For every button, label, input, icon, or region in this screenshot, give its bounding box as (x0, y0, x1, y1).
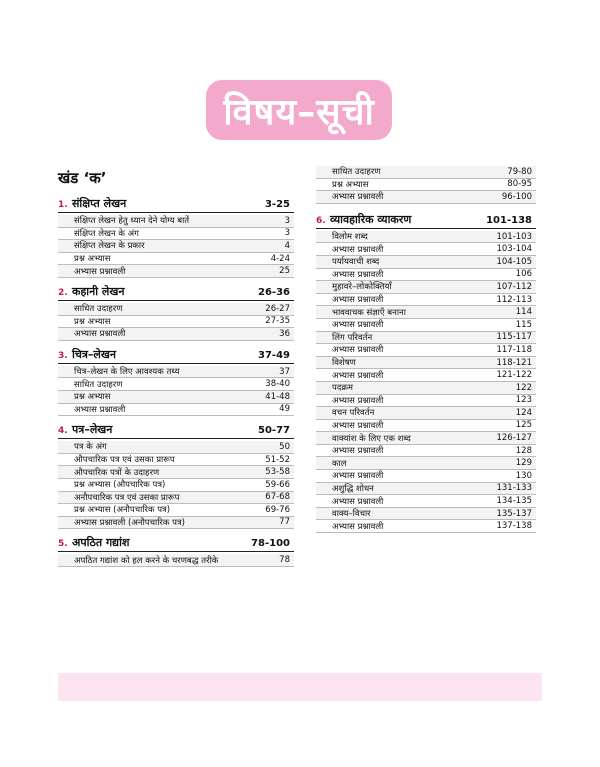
toc-entry-page: 103-104 (496, 244, 532, 255)
footer-band (58, 673, 542, 701)
toc-entry (58, 517, 294, 530)
toc-entry-label: प्रश्न अभ्यास (332, 179, 369, 190)
toc-entry-page: 117-118 (496, 344, 532, 355)
toc-entry (316, 470, 536, 483)
toc-entry (316, 520, 536, 533)
toc-entry-page: 49 (279, 404, 290, 415)
section-number: 5. (58, 539, 68, 550)
toc-entry-page: 27-35 (265, 316, 290, 327)
right-section (316, 212, 536, 533)
toc-entry-label: अभ्यास प्रश्नावली (332, 320, 384, 331)
section-header (58, 196, 294, 213)
toc-entry-page: 129 (515, 458, 532, 469)
toc-entry (316, 306, 536, 319)
toc-section (58, 196, 294, 278)
left-sections (58, 196, 294, 567)
toc-entry-page: 80-95 (507, 179, 532, 190)
toc-entry-page: 135-137 (496, 508, 532, 519)
toc-entry (316, 332, 536, 345)
toc-entry-label: साधित उदाहरण (332, 167, 381, 178)
toc-entry-label: अभ्यास प्रश्नावली (332, 395, 384, 406)
toc-entry (316, 231, 536, 244)
section-pages: 26-36 (258, 286, 290, 298)
toc-entry (58, 441, 294, 454)
toc-entry (58, 492, 294, 505)
section-number: 6. (316, 215, 326, 226)
toc-entry (58, 265, 294, 278)
toc-entry-label: काल (332, 458, 347, 469)
toc-entry-page: 25 (279, 266, 290, 277)
toc-entry-page: 118-121 (496, 357, 532, 368)
toc-entry-label: प्रश्न अभ्यास (74, 392, 111, 403)
toc-entry-page: 121-122 (496, 370, 532, 381)
toc-entry-label: अभ्यास प्रश्नावली (74, 404, 126, 415)
toc-entry (58, 253, 294, 266)
section-pages: 101-138 (486, 214, 532, 226)
toc-entry (58, 316, 294, 329)
toc-entry (58, 391, 294, 404)
section-number: 1. (58, 200, 68, 210)
right-top-items (316, 166, 536, 204)
toc-entry-label: भाववाचक संज्ञाएँ बनाना (332, 307, 406, 318)
toc-entry-label: अभ्यास प्रश्नावली (332, 420, 384, 431)
toc-entry (316, 344, 536, 357)
toc-entry (58, 554, 294, 567)
toc-entry-label: अभ्यास प्रश्नावली (332, 269, 384, 280)
toc-entry-page: 123 (515, 395, 532, 406)
toc-entry-page: 128 (515, 445, 532, 456)
toc-entry (316, 495, 536, 508)
toc-entry (58, 328, 294, 341)
toc-entry-label: संक्षिप्त लेखन हेतु ध्यान देने योग्य बातें (74, 216, 190, 227)
section-title: व्यावहारिक व्याकरण (330, 212, 412, 226)
toc-entry-page: 50 (279, 441, 290, 452)
toc-entry-label: अभ्यास प्रश्नावली (332, 521, 384, 532)
toc-entry-label: अपठित गद्यांश को हल करने के चरणबद्ध तरीके (74, 555, 219, 566)
toc-entry (58, 303, 294, 316)
section-header (58, 422, 294, 439)
toc-entry (58, 228, 294, 241)
toc-entry (58, 378, 294, 391)
toc-section (58, 422, 294, 529)
toc-entry-page: 37 (279, 366, 290, 377)
toc-entry-page: 137-138 (496, 521, 532, 532)
toc-entry (316, 179, 536, 192)
section-header (58, 535, 294, 552)
toc-entry-page: 36 (279, 328, 290, 339)
toc-entry-page: 26-27 (265, 303, 290, 314)
toc-entry-label: अभ्यास प्रश्नावली (332, 446, 384, 457)
toc-entry-page: 53-58 (265, 467, 290, 478)
toc-entry-label: वचन परिवर्तन (332, 408, 375, 419)
toc-entry-page: 4 (284, 240, 290, 251)
toc-entry-label: अभ्यास प्रश्नावली (332, 471, 384, 482)
section-pages: 37-49 (258, 349, 290, 361)
toc-entry-label: अभ्यास प्रश्नावली (74, 266, 126, 277)
toc-entry-page: 115-117 (496, 332, 532, 343)
toc-entry (316, 457, 536, 470)
toc-entry-page: 101-103 (496, 231, 532, 242)
section-number: 3. (58, 350, 68, 361)
toc-entry-label: विशेषण (332, 358, 356, 369)
toc-entry-page: 134-135 (496, 496, 532, 507)
toc-entry-label: संक्षिप्त लेखन के अंग (74, 228, 139, 239)
section-number: 4. (58, 426, 68, 437)
toc-entry-label: अभ्यास प्रश्नावली (अनौपचारिक पत्र) (74, 517, 185, 528)
toc-entry-label: संक्षिप्त लेखन के प्रकार (74, 241, 145, 252)
toc-entry-page: 107-112 (496, 281, 532, 292)
section-pages: 3-25 (264, 199, 290, 210)
toc-entry (316, 243, 536, 256)
right-column (316, 166, 536, 533)
toc-entry-label: प्रश्न अभ्यास (अनौपचारिक पत्र) (74, 505, 171, 516)
toc-entry-label: अभ्यास प्रश्नावली (332, 192, 384, 203)
section-title: चित्र–लेखन (72, 347, 116, 361)
toc-entry (316, 382, 536, 395)
toc-entry-label: पर्यायवाची शब्द (332, 257, 380, 268)
title-banner (206, 80, 392, 140)
toc-entry (316, 407, 536, 420)
toc-entry-label: अभ्यास प्रश्नावली (332, 496, 384, 507)
toc-entry-label: अभ्यास प्रश्नावली (332, 295, 384, 306)
section-header (316, 212, 536, 229)
toc-entry-page: 67-68 (265, 492, 290, 503)
toc-entry-page: 51-52 (265, 454, 290, 465)
section-pages: 50-77 (258, 425, 290, 437)
toc-entry-label: प्रश्न अभ्यास (74, 254, 111, 265)
toc-section (58, 347, 294, 416)
toc-entry-page: 125 (515, 420, 532, 431)
toc-entry-page: 106 (515, 269, 532, 280)
toc-entry-label: अभ्यास प्रश्नावली (74, 329, 126, 340)
toc-entry (316, 508, 536, 521)
toc-entry-page: 79-80 (507, 166, 532, 177)
toc-entry-label: मुहावरे–लोकोक्तियाँ (332, 282, 392, 293)
toc-entry (316, 166, 536, 179)
toc-entry (58, 404, 294, 417)
section-pages: 78-100 (251, 538, 290, 550)
toc-entry (316, 432, 536, 445)
toc-entry-label: अभ्यास प्रश्नावली (332, 345, 384, 356)
section-number: 2. (58, 287, 68, 298)
toc-entry-page: 69-76 (265, 504, 290, 515)
toc-entry-page: 96-100 (501, 191, 532, 202)
toc-entry (316, 357, 536, 370)
toc-entry (58, 504, 294, 517)
khand-heading: खंड ‘क’ (58, 169, 107, 187)
toc-entry-page: 77 (279, 517, 290, 528)
toc-entry (58, 366, 294, 379)
toc-entry (316, 445, 536, 458)
section-title: संक्षिप्त लेखन (72, 197, 127, 210)
toc-entry-page: 3 (284, 228, 290, 239)
toc-entry-page: 3 (284, 215, 290, 226)
toc-entry (316, 281, 536, 294)
toc-entry-label: लिंग परिवर्तन (332, 332, 373, 343)
toc-entry-label: पत्र के अंग (74, 442, 107, 453)
toc-entry (58, 479, 294, 492)
toc-section (58, 284, 294, 341)
toc-entry (316, 294, 536, 307)
toc-entry (316, 369, 536, 382)
toc-entry-label: साधित उदाहरण (74, 379, 123, 390)
toc-entry (316, 483, 536, 496)
toc-entry-page: 130 (515, 470, 532, 481)
toc-entry-page: 38-40 (265, 379, 290, 390)
toc-entry-label: पदक्रम (332, 383, 353, 394)
toc-entry-page: 122 (515, 382, 532, 393)
page-title: विषय–सूची (223, 91, 375, 133)
toc-entry (58, 215, 294, 228)
toc-section (58, 535, 294, 567)
toc-section (316, 212, 536, 533)
toc-entry (58, 240, 294, 253)
left-column (58, 168, 294, 567)
toc-entry (58, 454, 294, 467)
toc-entry (316, 256, 536, 269)
toc-entry-label: औपचारिक पत्रों के उदाहरण (74, 467, 160, 478)
toc-entry-page: 124 (515, 407, 532, 418)
toc-entry-label: वाक्यांश के लिए एक शब्द (332, 433, 411, 444)
toc-entry-page: 131-133 (496, 483, 532, 494)
toc-entry (316, 395, 536, 408)
toc-entry-label: अनौपचारिक पत्र एवं उसका प्रारूप (74, 492, 180, 503)
toc-entry (316, 319, 536, 332)
toc-entry-page: 126-127 (496, 433, 532, 444)
toc-entry-page: 112-113 (496, 294, 532, 305)
toc-entry-label: अशुद्धि शोधन (332, 483, 374, 494)
toc-entry-page: 78 (279, 555, 290, 566)
toc-entry (316, 420, 536, 433)
toc-entry-page: 4-24 (270, 253, 290, 264)
toc-entry-page: 59-66 (265, 479, 290, 490)
section-title: अपठित गद्यांश (72, 536, 130, 550)
toc-entry-label: अभ्यास प्रश्नावली (332, 370, 384, 381)
toc-entry-label: औपचारिक पत्र एवं उसका प्रारूप (74, 455, 175, 466)
toc-entry (316, 191, 536, 204)
section-header (58, 284, 294, 301)
toc-entry-label: प्रश्न अभ्यास (74, 316, 111, 327)
toc-entry-page: 115 (515, 319, 532, 330)
toc-entry-page: 114 (515, 307, 532, 318)
toc-entry (316, 269, 536, 282)
section-title: पत्र–लेखन (72, 423, 113, 437)
toc-entry-label: चित्र–लेखन के लिए आवश्यक तथ्य (74, 367, 180, 378)
toc-entry-page: 104-105 (496, 256, 532, 267)
toc-entry (58, 466, 294, 479)
toc-entry-label: विलोम शब्द (332, 232, 368, 243)
section-title: कहानी लेखन (72, 284, 125, 298)
toc-entry-label: वाक्य–विचार (332, 509, 371, 520)
toc-entry-page: 41-48 (265, 391, 290, 402)
toc-entry-label: प्रश्न अभ्यास (औपचारिक पत्र) (74, 480, 166, 491)
section-header (58, 347, 294, 364)
toc-entry-label: साधित उदाहरण (74, 304, 123, 315)
toc-entry-label: अभ्यास प्रश्नावली (332, 244, 384, 255)
